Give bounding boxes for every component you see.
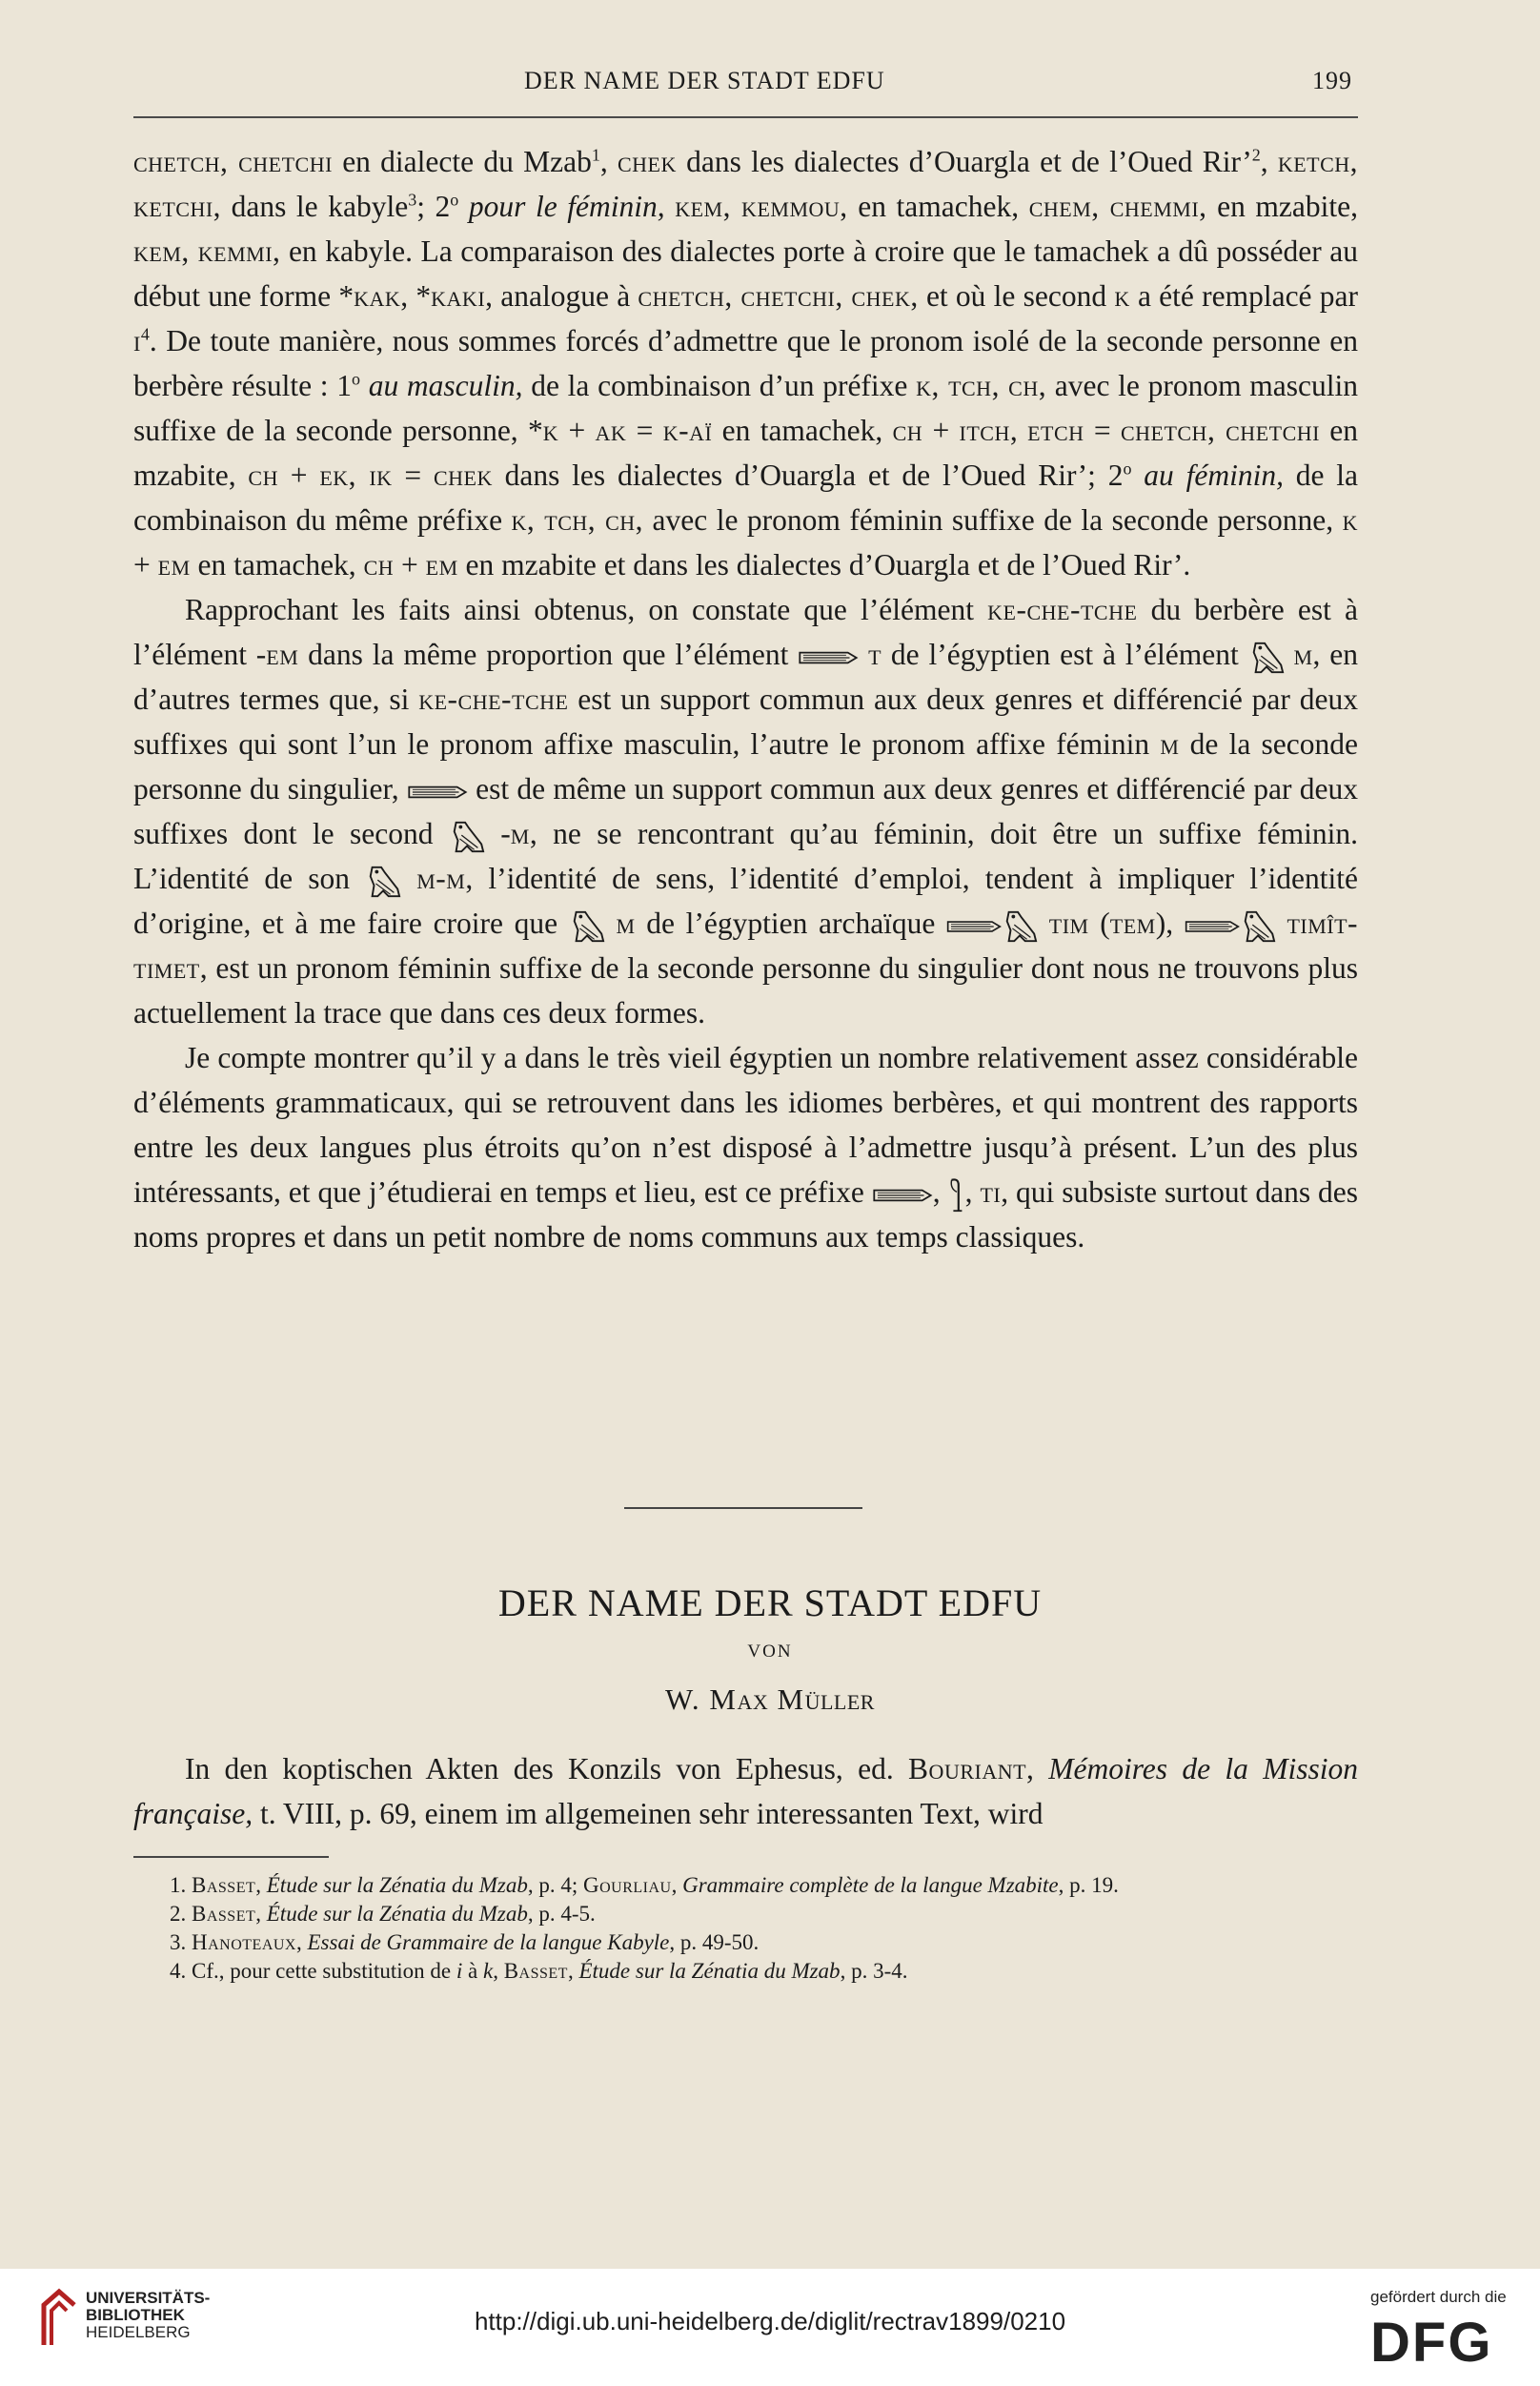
- term: i: [133, 324, 141, 357]
- term: ch: [363, 548, 395, 581]
- text-run: ,: [255, 1873, 267, 1897]
- text-run: ),: [1155, 907, 1185, 940]
- footnote-number: 1.: [170, 1873, 192, 1897]
- term: em: [157, 548, 191, 581]
- term: em: [266, 638, 299, 671]
- emphasis: pour le féminin,: [468, 190, 665, 223]
- article-byline-von: VON: [747, 1642, 793, 1662]
- article-author: [0, 1682, 1540, 1717]
- text-run: , p. 3-4.: [840, 1959, 908, 1983]
- footnote-author: Basset: [192, 1873, 256, 1897]
- footnote-1: [133, 1871, 1358, 1900]
- text-run: en mzabite,: [133, 414, 1359, 492]
- text-run: de la seconde personne du singulier,: [133, 727, 1359, 806]
- text-run: est un support commun aux deux genres et différencié par deux suffixes qui sont l’un le pronom affixe masculin, l’autre le pronom affixe féminin: [133, 683, 1358, 761]
- term: chek: [617, 145, 677, 178]
- text-run: [1285, 638, 1294, 671]
- text-run: [1276, 907, 1287, 940]
- header-rule: [133, 116, 1358, 118]
- text-run: +: [133, 548, 158, 581]
- article-title: DER NAME DER STADT EDFU: [497, 1581, 1043, 1624]
- text-run: . De toute manière, nous sommes forcés d’admettre que le pronom isolé de la seconde personne en berbère résulte : 1: [133, 324, 1358, 402]
- text-run: ,: [932, 1175, 948, 1209]
- footnote-ref: 4: [140, 324, 150, 344]
- term: k: [1114, 279, 1130, 313]
- text-run: [859, 638, 868, 671]
- footnote-ref: 1: [591, 145, 600, 165]
- page-header: [133, 67, 1358, 109]
- text-run: [1038, 907, 1049, 940]
- emphasis: au masculin,: [368, 369, 523, 402]
- author-part: üller: [804, 1682, 875, 1716]
- term: kem, kemmi,: [133, 235, 281, 268]
- dfg-logo: DFG: [1370, 2312, 1493, 2374]
- term: kak: [354, 279, 401, 313]
- text-run: +: [558, 414, 596, 447]
- text-run: ,: [964, 1175, 981, 1209]
- library-name-line: HEIDELBERG: [86, 2323, 191, 2341]
- term: m-m: [416, 862, 466, 895]
- term: etch: [1027, 414, 1084, 447]
- text-run: est de même un support commun aux deux genres et différencié par deux suffixes dont le second: [133, 772, 1358, 850]
- text-run: en kabyle. La comparaison des dialectes porte à croire que le tamachek a dû posséder au début une forme *: [133, 235, 1359, 313]
- section-separator: [624, 1507, 862, 1509]
- text-run: , qui subsiste surtout dans des noms propres et dans un petit nombre de noms communs aux temps classiques.: [133, 1175, 1359, 1254]
- term: m: [510, 817, 530, 850]
- footnote-2: [133, 1900, 1358, 1928]
- footnote-author: Gourliau: [582, 1873, 672, 1897]
- emphasis: Mémoires de la Mission française,: [133, 1752, 1359, 1830]
- text-run: ,: [599, 145, 618, 178]
- text-run: +: [277, 459, 320, 492]
- bolt-of-cloth-hieroglyph-icon: [798, 649, 859, 666]
- text-run: , est un pronom féminin suffixe de la seconde personne du singulier dont nous ne trouvons plus actuellement la trace que dans ces deux formes.: [133, 951, 1358, 1030]
- term: ak: [595, 414, 627, 447]
- text-run: [665, 190, 676, 223]
- paragraph-3: [133, 1035, 1358, 1259]
- page-number: 199: [1312, 67, 1352, 94]
- footnote-title: Grammaire complète de la langue Mzabite: [682, 1873, 1059, 1897]
- footnote-title: Étude sur la Zénatia du Mzab: [578, 1959, 841, 1983]
- owl-hieroglyph-icon: [569, 908, 605, 945]
- author-part: M: [768, 1682, 805, 1716]
- term: ek, ik: [319, 459, 393, 492]
- text-run: ,: [255, 1902, 267, 1926]
- term: chetch, chetchi: [1120, 414, 1320, 447]
- footnotes: [133, 1871, 1358, 1986]
- owl-hieroglyph-icon: [1248, 640, 1285, 676]
- text-run: en tamachek,: [847, 190, 1029, 223]
- text-run: , *: [400, 279, 432, 313]
- text-run: ,: [493, 1959, 504, 1983]
- text-run: à: [462, 1959, 483, 1983]
- text-run: et où le second: [918, 279, 1115, 313]
- emphasis: au féminin,: [1144, 459, 1284, 492]
- text-run: , en d’autres termes que, si: [133, 638, 1359, 716]
- owl-hieroglyph-icon: [365, 864, 401, 900]
- term: k: [1342, 503, 1358, 537]
- text-run: Je compte montrer qu’il y a dans le très vieil égyptien un nombre relativement assez considérable d’éléments grammaticaux, qui se retrouvent dans les idiomes berbères, et qui montrent des rapports entre les deux langues plus étroits qu’on n’est disposé à l’admettre jusqu’à présent. L’un des plus intéressants, et que j’étudierai en temps et lieu, est ce préfixe: [133, 1041, 1358, 1209]
- paragraph-4: [133, 1746, 1358, 1836]
- author-part: ax: [737, 1682, 769, 1716]
- bolt-of-cloth-hieroglyph-icon: [1185, 918, 1240, 935]
- text-run: avec le pronom masculin suffixe de la seconde personne, *: [133, 369, 1359, 447]
- term: k, tch, ch,: [916, 369, 1047, 402]
- footnote-number: 3.: [170, 1930, 192, 1954]
- text-run: de l’égyptien est à l’élément: [881, 638, 1248, 671]
- text-run: (: [1088, 907, 1110, 940]
- footnote-ref: 3: [408, 190, 417, 210]
- text-run: [401, 862, 416, 895]
- text-run: en tamachek,: [712, 414, 893, 447]
- term: m: [616, 907, 636, 940]
- text-run: dans le kabyle: [221, 190, 409, 223]
- text-run: [1131, 459, 1144, 492]
- term: m: [1293, 638, 1313, 671]
- text-run: [360, 369, 369, 402]
- footnote-3: [133, 1928, 1358, 1957]
- term: t: [868, 638, 882, 671]
- text-run: en dialecte du Mzab: [332, 145, 592, 178]
- owl-hieroglyph-icon: [1240, 908, 1276, 945]
- footnote-author: Basset: [192, 1902, 256, 1926]
- text-run: de la combinaison du même préfixe: [133, 459, 1359, 537]
- footnote-ref: 2: [1251, 145, 1261, 165]
- text-run: , analogue à: [485, 279, 638, 313]
- emphasis: k: [483, 1959, 494, 1983]
- reed-hieroglyph-icon: [948, 1176, 965, 1214]
- term: chetch, chetchi: [133, 145, 333, 178]
- text-run: ,: [567, 1959, 579, 1983]
- text-run: du berbère est à l’élément -: [133, 593, 1358, 671]
- text-run: , l’identité de sens, l’identité d’emploi, tendent à impliquer l’identité d’origine, et à me faire croire que: [133, 862, 1358, 940]
- footnote-number: 2.: [170, 1902, 192, 1926]
- term: k: [542, 414, 559, 447]
- ordinal-mark: o: [352, 369, 360, 389]
- text-run: , p. 49-50.: [669, 1930, 760, 1954]
- owl-hieroglyph-icon: [1002, 908, 1038, 945]
- ordinal-mark: o: [1123, 459, 1132, 479]
- permalink-url[interactable]: http://digi.ub.uni-heidelberg.de/diglit/rectrav1899/0210: [474, 2307, 1066, 2335]
- running-title: DER NAME DER STADT EDFU: [524, 67, 885, 94]
- funding-caption: gefördert durch die: [1370, 2288, 1507, 2306]
- text-run: ,: [1009, 414, 1028, 447]
- text-run: -: [484, 817, 511, 850]
- bolt-of-cloth-hieroglyph-icon: [946, 918, 1002, 935]
- term: ch: [248, 459, 278, 492]
- text-run: ,: [671, 1873, 683, 1897]
- bolt-of-cloth-hieroglyph-icon: [407, 784, 468, 801]
- text-run: =: [392, 459, 434, 492]
- term: timît-timet: [133, 907, 1359, 985]
- footnote-4: [133, 1957, 1358, 1986]
- author-part: W. M: [665, 1682, 738, 1716]
- paragraph-1: [133, 139, 1358, 587]
- footnote-title: Étude sur la Zénatia du Mzab: [266, 1873, 528, 1897]
- owl-hieroglyph-icon: [449, 819, 485, 855]
- term: em: [425, 548, 458, 581]
- article-intro: [133, 1746, 1358, 1836]
- term: ti: [980, 1175, 1002, 1209]
- term: chek: [433, 459, 493, 492]
- text-run: en mzabite et dans les dialectes d’Ouargla et de l’Oued Rir’.: [457, 548, 1191, 581]
- text-run: +: [394, 548, 426, 581]
- term: ke-che-tche: [987, 593, 1138, 626]
- term: chetch, chetchi, chek,: [638, 279, 919, 313]
- text-run: t. VIII, p. 69, einem im allgemeinen sehr interessanten Text, wird: [253, 1797, 1044, 1830]
- term: kem, kemmou,: [675, 190, 848, 223]
- term: chem, chemmi,: [1028, 190, 1207, 223]
- text-run: dans les dialectes d’Ouargla et de l’Oued Rir’: [676, 145, 1252, 178]
- text-run: 4. Cf., pour cette substitution de: [170, 1959, 456, 1983]
- term: k, tch, ch,: [511, 503, 644, 537]
- text-run: avec le pronom féminin suffixe de la seconde personne,: [643, 503, 1343, 537]
- term: ch: [892, 414, 923, 447]
- text-run: In den koptischen Akten des Konzils von Ephesus, ed.: [185, 1752, 909, 1785]
- term: Bouriant: [908, 1752, 1027, 1785]
- main-text: [133, 139, 1358, 1259]
- term: ketch, ketchi,: [133, 145, 1359, 223]
- text-run: [605, 907, 617, 940]
- text-run: en tamachek,: [190, 548, 364, 581]
- library-name-line: UNIVERSITÄTS-: [86, 2289, 211, 2307]
- footnote-rule: [133, 1856, 329, 1858]
- text-run: , p. 4;: [527, 1873, 583, 1897]
- text-run: , p. 4-5.: [527, 1902, 596, 1926]
- term: m: [1160, 727, 1180, 761]
- footnote-author: Hanoteaux: [192, 1930, 296, 1954]
- text-run: =: [1084, 414, 1121, 447]
- text-run: ,: [1260, 145, 1278, 178]
- footnote-title: Étude sur la Zénatia du Mzab: [266, 1902, 528, 1926]
- footnote-author: Basset: [503, 1959, 568, 1983]
- library-name-line: BIBLIOTHEK: [86, 2306, 185, 2324]
- text-run: dans les dialectes d’Ouargla et de l’Oued Rir’; 2: [492, 459, 1124, 492]
- text-run: de l’égyptien archaïque: [635, 907, 947, 940]
- term: kaki: [431, 279, 486, 313]
- emphasis: i: [456, 1959, 463, 1983]
- paragraph-2: [133, 587, 1358, 1035]
- text-run: en mzabite,: [1206, 190, 1359, 223]
- term: ke-che-tche: [418, 683, 569, 716]
- text-run: Rapprochant les faits ainsi obtenus, on constate que l’élément: [185, 593, 988, 626]
- term: itch: [959, 414, 1010, 447]
- term: tem: [1109, 907, 1156, 940]
- text-run: ,: [1026, 1752, 1049, 1785]
- text-run: a été remplacé par: [1129, 279, 1358, 313]
- ordinal-mark: o: [450, 190, 459, 210]
- text-run: +: [922, 414, 960, 447]
- text-run: ; 2: [416, 190, 451, 223]
- text-run: , ne se rencontrant qu’au féminin, doit être un suffixe féminin. L’identité de son: [133, 817, 1358, 895]
- text-run: de la combinaison d’un préfixe: [522, 369, 917, 402]
- text-run: =: [626, 414, 663, 447]
- text-run: dans la même proportion que l’élément: [298, 638, 799, 671]
- bolt-of-cloth-hieroglyph-icon: [872, 1187, 933, 1204]
- text-run: , p. 19.: [1058, 1873, 1119, 1897]
- footnote-title: Essai de Grammaire de la langue Kabyle: [307, 1930, 670, 1954]
- text-run: ,: [296, 1930, 308, 1954]
- term: tim: [1048, 907, 1089, 940]
- term: k-aï: [662, 414, 713, 447]
